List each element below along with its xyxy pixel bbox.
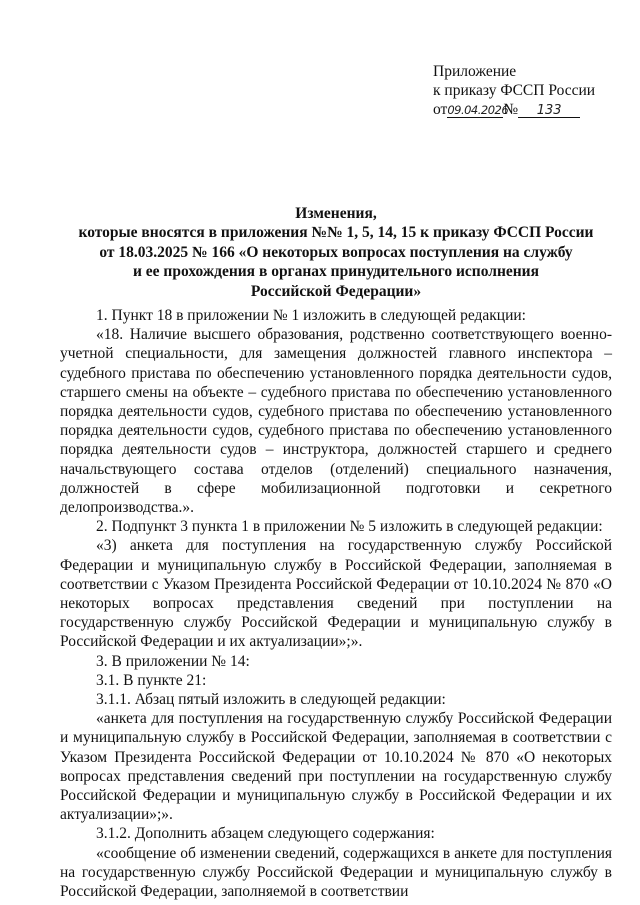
- handwritten-number: 133: [518, 104, 580, 118]
- approval-line-2: к приказу ФССП России: [433, 82, 596, 99]
- document-body: [60, 306, 612, 901]
- paragraph: «анкета для поступления на государственную службу Российской Федерации и муниципальную службу в Российской Федерации, заполняемая в соответствии с Указом Президента Российской Федерации от 10.10.2024 № 870 «О некоторых вопросах представления сведений при поступлении на государственную службу Российской Федерации и муниципальную службу в Российской Федерации и их актуализации»;».: [60, 710, 612, 824]
- title-line: которые вносятся в приложения №№ 1, 5, 14, 15 к приказу ФССП России: [78, 224, 594, 242]
- title-line: и ее прохождения в органах принудительного исполнения: [132, 263, 539, 281]
- paragraph: 1. Пункт 18 в приложении № 1 изложить в следующей редакции:: [96, 307, 526, 324]
- paragraph: «3) анкета для поступления на государственную службу Российской Федерации и муниципальную службу в Российской Федерации, заполняемая в соответствии с Указом Президента Российской Федерации от 10.10.2024 № 870 «О некоторых вопросах представления сведений при поступлении на государственную службу Российской Федерации и муниципальную службу в Российской Федерации и их актуализации»;».: [60, 537, 612, 651]
- number-sign: №: [503, 101, 519, 118]
- paragraph: 3.1.1. Абзац пятый изложить в следующей редакции:: [96, 691, 446, 709]
- approval-prefix: от: [433, 101, 448, 118]
- paragraph: 3.1. В пункте 21:: [96, 671, 207, 689]
- title-line: Российской Федерации»: [250, 282, 422, 300]
- title-line: от 18.03.2025 № 166 «О некоторых вопросах поступления на службу: [99, 243, 573, 261]
- document-title: [60, 204, 612, 301]
- approval-line-1: Приложение: [433, 63, 517, 80]
- approval-stamp: [433, 62, 613, 119]
- paragraph: 2. Подпункт 3 пункта 1 в приложении № 5 изложить в следующей редакции:: [96, 518, 603, 536]
- paragraph: «18. Наличие высшего образования, родственно соответствующего военно-учетной специальности, для замещения должностей главного инспектора – судебного пристава по обеспечению установленного порядка деятельности судов, старшего смены на объекте – судебного пристава по обеспечению установленного порядка деятельности судов, судебного пристава по обеспечению установленного порядка деятельности судов, судебного пристава по обеспечению установленного порядка деятельности судов – инструктора, должностей старшего и среднего начальствующего состава отделов (отделений) специального назначения, должностей в сфере мобилизационной подготовки и секретного делопроизводства.».: [60, 326, 612, 517]
- paragraph: 3. В приложении № 14:: [96, 652, 250, 670]
- paragraph: 3.1.2. Дополнить абзацем следующего содержания:: [96, 825, 435, 843]
- handwritten-date: 09.04.2026: [447, 103, 509, 117]
- approval-line-3: [433, 100, 613, 119]
- paragraph: «сообщение об изменении сведений, содержащихся в анкете для поступления на государственную службу Российской Федерации и муниципальную службу в Российской Федерации, заполняемой в соответствии: [60, 844, 612, 901]
- title-line: Изменения,: [295, 205, 377, 222]
